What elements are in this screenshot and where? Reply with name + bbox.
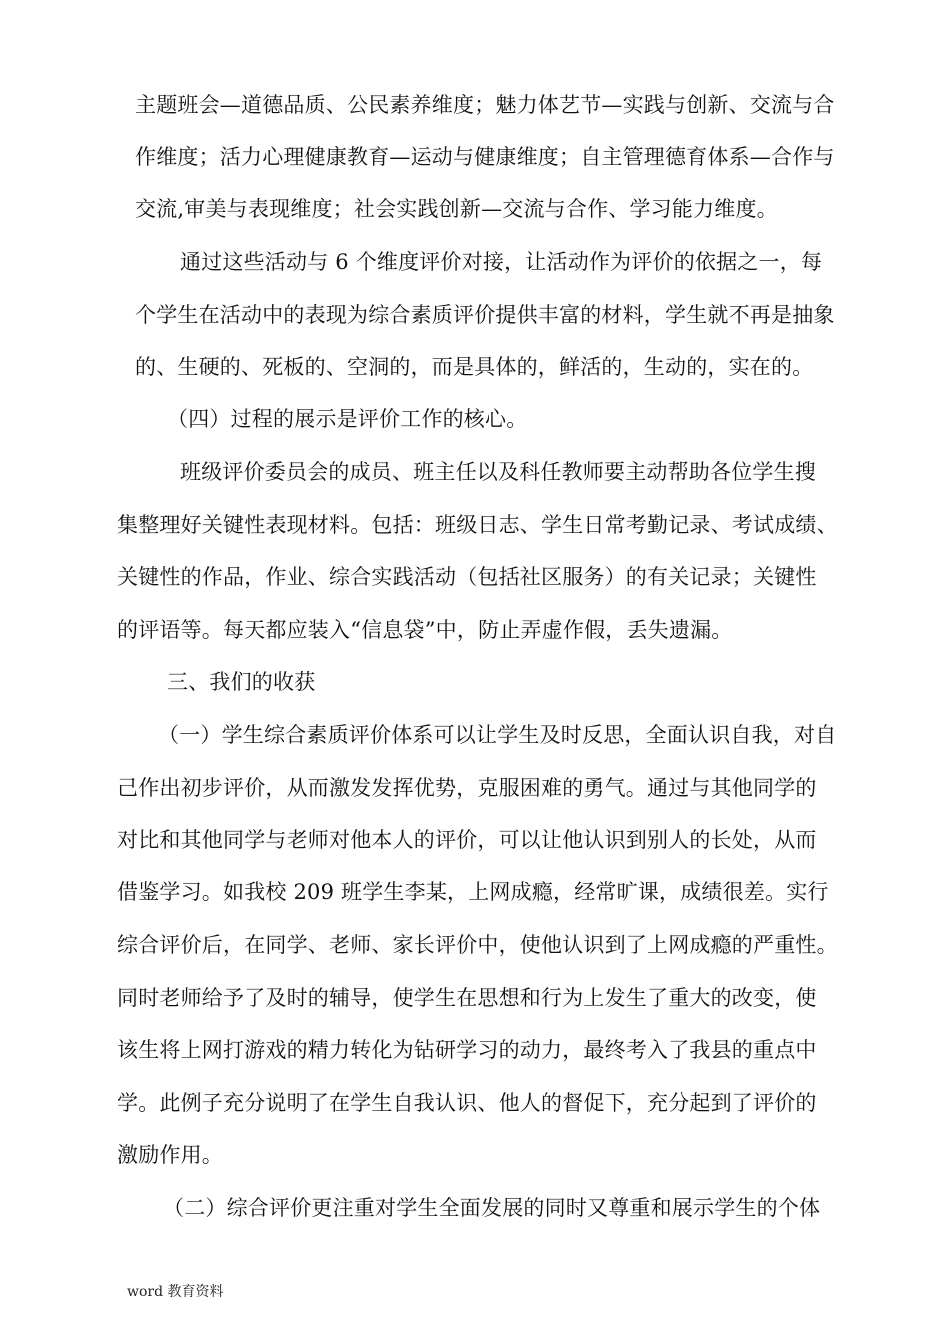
text-line: 主题班会—道德品质、公民素养维度；魅力体艺节—实践与创新、交流与合 (135, 93, 835, 117)
text-line: 借鉴学习。如我校 209 班学生李某，上网成瘾，经常旷课，成绩很差。实行 (117, 880, 829, 904)
text-line: 作维度；活力心理健康教育—运动与健康维度；自主管理德育体系—合作与 (135, 145, 835, 169)
text-line: 关键性的作品，作业、综合实践活动（包括社区服务）的有关记录；关键性 (117, 565, 817, 589)
section-heading: （四）过程的展示是评价工作的核心。 (167, 407, 528, 431)
text-line: 激励作用。 (117, 1143, 223, 1167)
text-line: 对比和其他同学与老师对他本人的评价，可以让他认识到别人的长处，从而 (117, 828, 817, 852)
text-line: 通过这些活动与 6 个维度评价对接，让活动作为评价的依据之一，每 (180, 250, 823, 274)
text-line: 同时老师给予了及时的辅导，使学生在思想和行为上发生了重大的改变，使 (117, 986, 817, 1010)
text-line: 班级评价委员会的成员、班主任以及科任教师要主动帮助各位学生搜 (180, 460, 816, 484)
text-line: 交流,审美与表现维度；社会实践创新—交流与合作、学习能力维度。 (135, 197, 778, 221)
text-line: （一）学生综合素质评价体系可以让学生及时反思，全面认识自我，对自 (158, 723, 837, 747)
text-line: 该生将上网打游戏的精力转化为钻研学习的动力，最终考入了我县的重点中 (117, 1038, 817, 1062)
text-line: 个学生在活动中的表现为综合素质评价提供丰富的材料，学生就不再是抽象 (135, 303, 835, 327)
text-line: 己作出初步评价，从而激发发挥优势，克服困难的勇气。通过与其他同学的 (117, 776, 817, 800)
section-heading: 三、我们的收获 (167, 670, 316, 694)
text-line: 的、生硬的、死板的、空洞的，而是具体的，鲜活的，生动的，实在的。 (135, 355, 814, 379)
text-line: 学。此例子充分说明了在学生自我认识、他人的督促下，充分起到了评价的 (117, 1091, 817, 1115)
text-line: 的评语等。每天都应装入“信息袋”中，防止弄虚作假，丢失遗漏。 (117, 618, 733, 642)
text-line: 综合评价后，在同学、老师、家长评价中，使他认识到了上网成瘾的严重性。 (117, 933, 838, 957)
page-footer: word 教育资料 (127, 1284, 224, 1300)
text-line: （二）综合评价更注重对学生全面发展的同时又尊重和展示学生的个体 (163, 1196, 821, 1220)
text-line: 集整理好关键性表现材料。包括：班级日志、学生日常考勤记录、考试成绩、 (117, 513, 838, 537)
